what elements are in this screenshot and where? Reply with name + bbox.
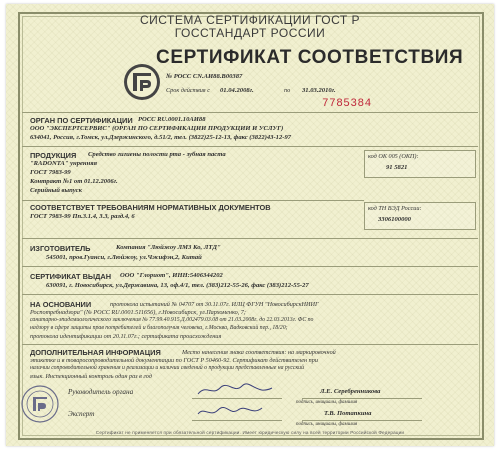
tnved-value: 3306100000 — [378, 216, 411, 223]
expert-signature-line — [192, 420, 282, 421]
additional-line1: Место нанесения знака соответствия: на маркировочной — [182, 349, 336, 356]
manufacturer-name: Компания "Люйжоу ЛМЗ Ко, ЛТД" — [116, 244, 221, 251]
product-line5: Серийный выпуск — [30, 187, 82, 194]
validity-to-date: 31.03.2010г. — [302, 87, 336, 94]
requirements-label: СООТВЕТСТВУЕТ ТРЕБОВАНИЯМ НОРМАТИВНЫХ ДОКУМЕНТОВ — [30, 203, 271, 212]
additional-line3: наличии сопроводительной хранения и реализации и наличии сведений о продукции представленные на русский — [30, 365, 304, 371]
validity-to-label: по — [284, 87, 291, 94]
divider-product — [22, 200, 364, 201]
certificate-sheet — [6, 4, 494, 446]
divider-requirements — [22, 238, 478, 239]
additional-label: ДОПОЛНИТЕЛЬНАЯ ИНФОРМАЦИЯ — [30, 348, 161, 357]
gost-r-logo-icon — [122, 62, 162, 102]
validity-from-date: 01.04.2008г. — [220, 87, 254, 94]
system-header: СИСТЕМА СЕРТИФИКАЦИИ ГОСТ Р — [139, 13, 361, 27]
organ-name: ООО "ЭКСПЕРТСЕРВИС" (ОРГАН ПО СЕРТИФИКАЦИИ ПРОДУКЦИИ И УСЛУГ) — [30, 125, 284, 132]
organ-address: 634041, Россия, г.Томск, ул.Дзержинского, д.51/2, тел. (3822)25-12-13, факс (3822)43-12-97 — [30, 134, 292, 141]
number-prefix: № — [166, 73, 173, 80]
product-line2: "RADONTA" унренняя — [30, 160, 98, 167]
expert-signature-icon — [196, 404, 266, 420]
manufacturer-label: ИЗГОТОВИТЕЛЬ — [30, 244, 91, 253]
divider-manufacturer — [22, 266, 478, 267]
expert-name: Т.В. Потапкина — [324, 410, 372, 417]
seal-stamp-icon — [20, 384, 60, 424]
number-value: РОСС CN.АИ88.В00387 — [173, 73, 243, 80]
head-name: Л.Е. Серебренникова — [320, 388, 381, 395]
divider-top — [22, 112, 478, 113]
divider-issued — [22, 294, 478, 295]
basis-line4: надзору в сфере защиты прав потребителей и благополучия человека, г.Москва, Вадковский пер., 18/20; — [30, 325, 288, 331]
issued-line1: ООО "Глориот", ИНН:5406344202 — [120, 272, 223, 279]
issued-label: СЕРТИФИКАТ ВЫДАН — [30, 272, 112, 281]
head-signature-line — [192, 398, 282, 399]
basis-line2: Роспотребнадзора" (№ РОСС RU.0001.511656), г.Новосибирск, ул.Пархоменко, 7; — [30, 309, 246, 316]
tnved-label: код ТН ВЭД России: — [368, 205, 422, 212]
basis-label: НА ОСНОВАНИИ — [30, 300, 92, 309]
manufacturer-address: 545001, пров.Гуанси, г.Люйжоу, ул.Чжифэн,2, Китай — [46, 254, 202, 261]
expert-name-line — [302, 420, 422, 421]
divider-basis — [22, 344, 478, 345]
product-line3: ГОСТ 7983-99 — [30, 169, 71, 176]
expert-caption: подпись, инициалы, фамилия — [296, 422, 358, 427]
certificate-number — [166, 73, 242, 80]
head-signature-icon — [196, 382, 276, 398]
certificate-title: СЕРТИФИКАТ СООТВЕТСТВИЯ — [156, 47, 464, 68]
head-label: Руководитель органа — [68, 388, 134, 396]
head-name-line — [302, 398, 422, 399]
footer-note: Сертификат не применяется при обязательной сертификации. Имеет юридическую силу на всей территории Российской Федерации — [95, 430, 405, 435]
okp-label: код ОК 005 (ОКП): — [368, 153, 419, 160]
organ-code: РОСС RU.0001.10АИ88 — [138, 116, 206, 123]
basis-line3: санитарно-эпидемиологического заключения № 77.99.40.915.Д.002479.03.08 от 21.03.2008г. до 22.03.2013г. ФС по — [30, 317, 314, 323]
additional-line4: язык. Инспекционный контроль один раз в год — [30, 373, 152, 380]
requirements-line1: ГОСТ 7983-99 Пп.3.1.4, 3.3, разд.4, 6 — [30, 213, 135, 220]
serial-number: 7785384 — [322, 98, 372, 110]
validity-from-label: Срок действия с — [166, 87, 210, 94]
basis-line5: протокола идентификации от 20.11.07г.; сертификата происхождения — [30, 333, 222, 340]
divider-organ — [22, 146, 478, 147]
organ-label: ОРГАН ПО СЕРТИФИКАЦИИ — [30, 116, 133, 125]
gosstandart-header: ГОССТАНДАРТ РОССИИ — [174, 26, 326, 40]
additional-line2: этикетке и в товаросопроводительной документации по ГОСТ Р 50460-92. Сертификат действителен при — [30, 357, 318, 364]
product-line4: Контракт №1 от 01.12.2006г. — [30, 178, 118, 185]
okp-value: 91 5821 — [386, 164, 408, 171]
product-label: ПРОДУКЦИЯ — [30, 151, 77, 160]
product-line1: Средство гигиены полости рта - зубная паста — [88, 151, 226, 158]
issued-line2: 630091, г. Новосибирск, ул.Державина, 13, оф.4/1, тел. (383)212-55-26, факс (383)212-55-27 — [46, 282, 309, 289]
expert-label: Эксперт — [68, 410, 95, 418]
head-caption: подпись, инициалы, фамилия — [296, 400, 358, 405]
basis-line1: протокола испытаний № 04707 от 30.11.07г. ИЛЦ ФГУН "НовосибирскНИИГ — [110, 301, 319, 308]
